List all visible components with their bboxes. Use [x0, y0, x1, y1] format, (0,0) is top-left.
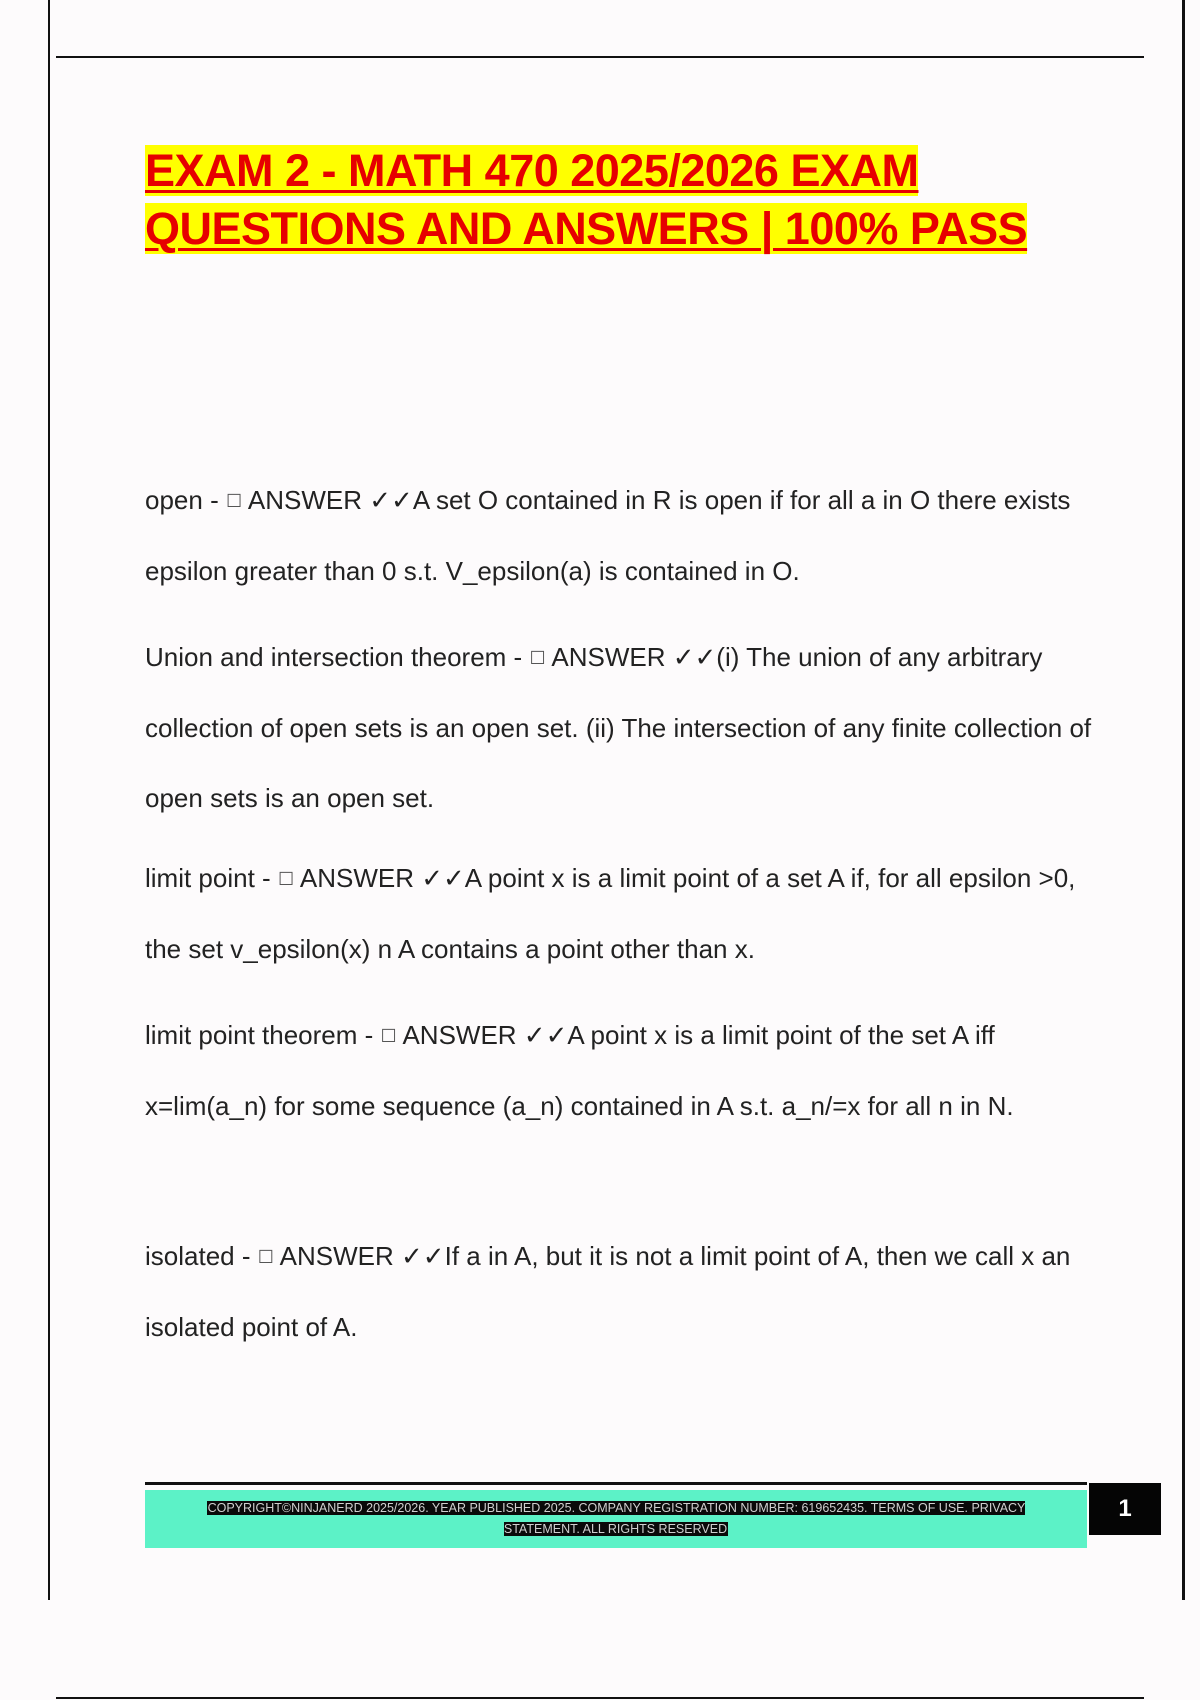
qa-term: isolated: [145, 1241, 235, 1271]
qa-term: Union and intersection theorem: [145, 642, 507, 672]
answer-marker-icon: ☐: [529, 648, 546, 668]
qa-item-limit-point: limit point - ☐ ANSWER ✓✓A point x is a limit point of a set A if, for all epsilon >0, the set v_epsilon(x) n A contains a point other than x.: [145, 863, 1076, 964]
answer-marker-icon: ☐: [380, 1026, 397, 1046]
footer-rule: [145, 1482, 1087, 1485]
answer-marker-icon: ☐: [225, 491, 243, 511]
footer-copyright: COPYRIGHT©NINJANERD 2025/2026. YEAR PUBLISHED 2025. COMPANY REGISTRATION NUMBER: 619652435. TERMS OF USE. PRIVACY STATEMENT. ALL RIGHTS RESERVED: [207, 1501, 1026, 1536]
page-border-left: [48, 0, 50, 1600]
document-title: EXAM 2 - MATH 470 2025/2026 EXAM QUESTIONS AND ANSWERS | 100% PASS: [145, 145, 1028, 254]
header-rule: [56, 56, 1144, 58]
answer-label: ANSWER ✓✓: [551, 642, 717, 672]
qa-item-open: open - ☐ ANSWER ✓✓A set O contained in R is open if for all a in O there exists epsilon greater than 0 s.t. V_epsilon(a) is contained in O.: [145, 485, 1071, 586]
answer-label: ANSWER ✓✓: [279, 1241, 445, 1271]
answer-text: (i) The union of any arbitrary collection of open sets is an open set. (ii) The intersection of any finite collection of open sets is an open set.: [145, 642, 1092, 813]
answer-marker-icon: ☐: [257, 1247, 274, 1267]
qa-item-limit-point-theorem: limit point theorem - ☐ ANSWER ✓✓A point x is a limit point of the set A iff x=lim(a_n) for some sequence (a_n) contained in A s.t. a_n/=x for all n in N.: [145, 1020, 1014, 1121]
footer-band: [145, 1490, 1087, 1548]
answer-label: ANSWER ✓✓: [402, 1020, 568, 1050]
answer-marker-icon: ☐: [277, 869, 295, 889]
qa-term: open: [145, 485, 203, 515]
answer-text: A set O contained in R is open if for all a in O there exists epsilon greater than 0 s.t. V_epsilon(a) is contained in O.: [145, 485, 1071, 586]
next-page-rule: [56, 1697, 1144, 1699]
answer-text: A point x is a limit point of the set A iff x=lim(a_n) for some sequence (a_n) contained in A s.t. a_n/=x for all n in N.: [145, 1020, 1014, 1121]
qa-item-union-intersection: Union and intersection theorem - ☐ ANSWER ✓✓(i) The union of any arbitrary collection of open sets is an open set. (ii) The intersection of any finite collection of open sets is an open set.: [145, 642, 1092, 813]
page-border-right: [1182, 0, 1185, 1600]
answer-label: ANSWER ✓✓: [247, 485, 413, 515]
qa-item-isolated: isolated - ☐ ANSWER ✓✓If a in A, but it is not a limit point of A, then we call x an isolated point of A.: [145, 1241, 1071, 1342]
answer-text: If a in A, but it is not a limit point of A, then we call x an isolated point of A.: [145, 1241, 1071, 1342]
answer-text: A point x is a limit point of a set A if, for all epsilon >0, the set v_epsilon(x) n A contains a point other than x.: [145, 863, 1076, 964]
qa-term: limit point theorem: [145, 1020, 358, 1050]
page-number: 1: [1089, 1483, 1161, 1535]
answer-label: ANSWER ✓✓: [299, 863, 465, 893]
qa-term: limit point: [145, 863, 255, 893]
